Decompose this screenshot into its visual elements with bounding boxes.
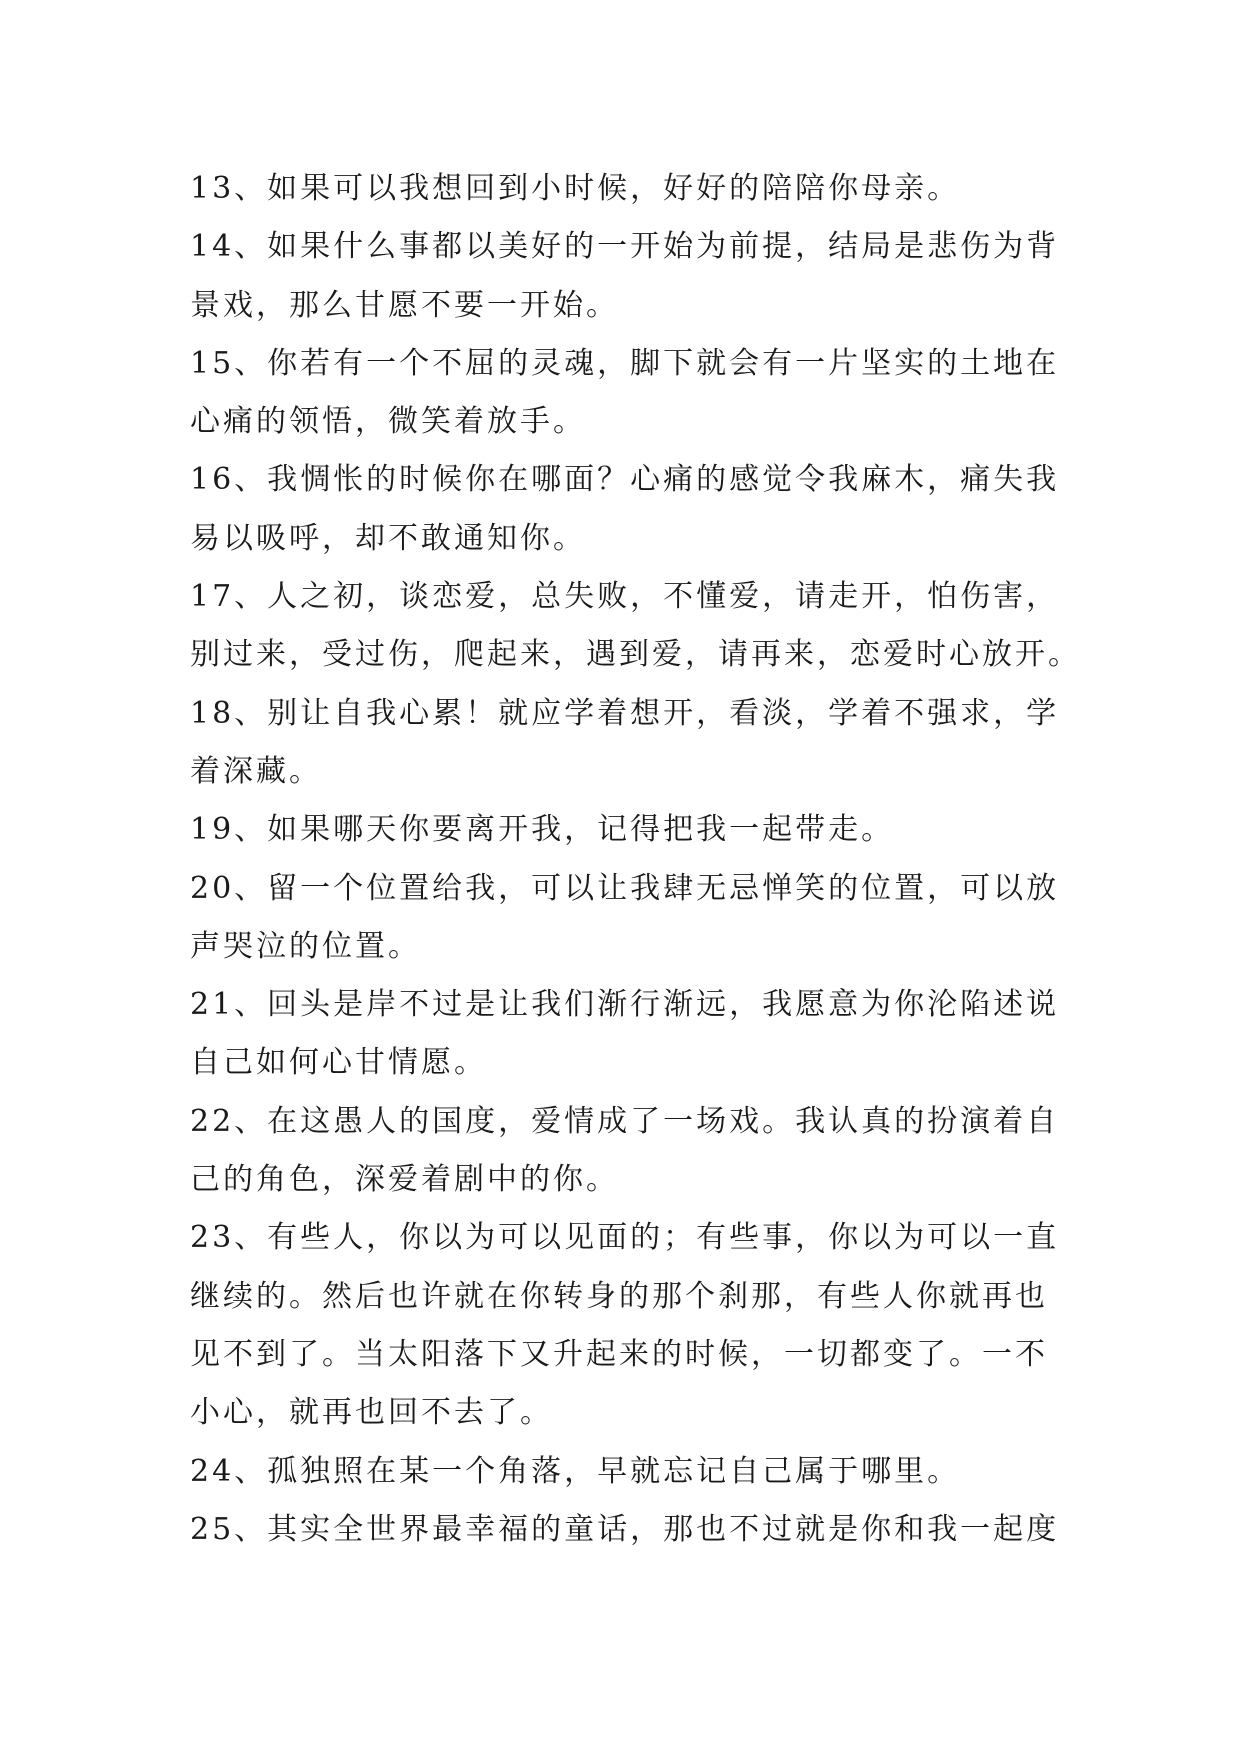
text-line: 24、孤独照在某一个角落，早就忘记自己属于哪里。 bbox=[190, 1453, 961, 1489]
text-line: 21、回头是岸不过是让我们渐行渐远，我愿意为你沦陷述说 bbox=[190, 987, 1060, 1023]
text-line: 心痛的领悟，微笑着放手。 bbox=[190, 404, 586, 440]
text-line: 19、如果哪天你要离开我，记得把我一起带走。 bbox=[190, 812, 895, 848]
text-line: 见不到了。当太阳落下又升起来的时候，一切都变了。一不 bbox=[190, 1336, 1048, 1372]
text-line: 着深藏。 bbox=[190, 753, 322, 789]
text-line: 15、你若有一个不屈的灵魂，脚下就会有一片坚实的土地在 bbox=[190, 345, 1060, 381]
text-line: 别过来，受过伤，爬起来，遇到爱，请再来，恋爱时心放开。 bbox=[190, 637, 1081, 673]
text-line: 声哭泣的位置。 bbox=[190, 928, 421, 964]
text-line: 18、别让自我心累！就应学着想开，看淡，学着不强求，学 bbox=[190, 695, 1060, 731]
text-line: 22、在这愚人的国度，爱情成了一场戏。我认真的扮演着自 bbox=[190, 1103, 1060, 1139]
text-line: 20、留一个位置给我，可以让我肆无忌惮笑的位置，可以放 bbox=[190, 870, 1060, 906]
text-line: 23、有些人，你以为可以见面的；有些事，你以为可以一直 bbox=[190, 1220, 1060, 1256]
text-line: 14、如果什么事都以美好的一开始为前提，结局是悲伤为背 bbox=[190, 229, 1060, 265]
text-line: 己的角色，深爱着剧中的你。 bbox=[190, 1162, 619, 1198]
text-line: 小心，就再也回不去了。 bbox=[190, 1395, 553, 1431]
text-line: 自己如何心甘情愿。 bbox=[190, 1045, 487, 1081]
text-line: 继续的。然后也许就在你转身的那个刹那，有些人你就再也 bbox=[190, 1278, 1048, 1314]
text-line: 17、人之初，谈恋爱，总失败，不懂爱，请走开，怕伤害， bbox=[190, 579, 1060, 615]
text-line: 16、我惆怅的时候你在哪面？心痛的感觉令我麻木，痛失我 bbox=[190, 462, 1060, 498]
text-line: 景戏，那么甘愿不要一开始。 bbox=[190, 287, 619, 323]
document-body bbox=[190, 160, 1081, 1559]
text-line: 易以吸呼，却不敢通知你。 bbox=[190, 520, 586, 556]
text-line: 25、其实全世界最幸福的童话，那也不过就是你和我一起度 bbox=[190, 1511, 1060, 1547]
text-line: 13、如果可以我想回到小时候，好好的陪陪你母亲。 bbox=[190, 171, 961, 206]
